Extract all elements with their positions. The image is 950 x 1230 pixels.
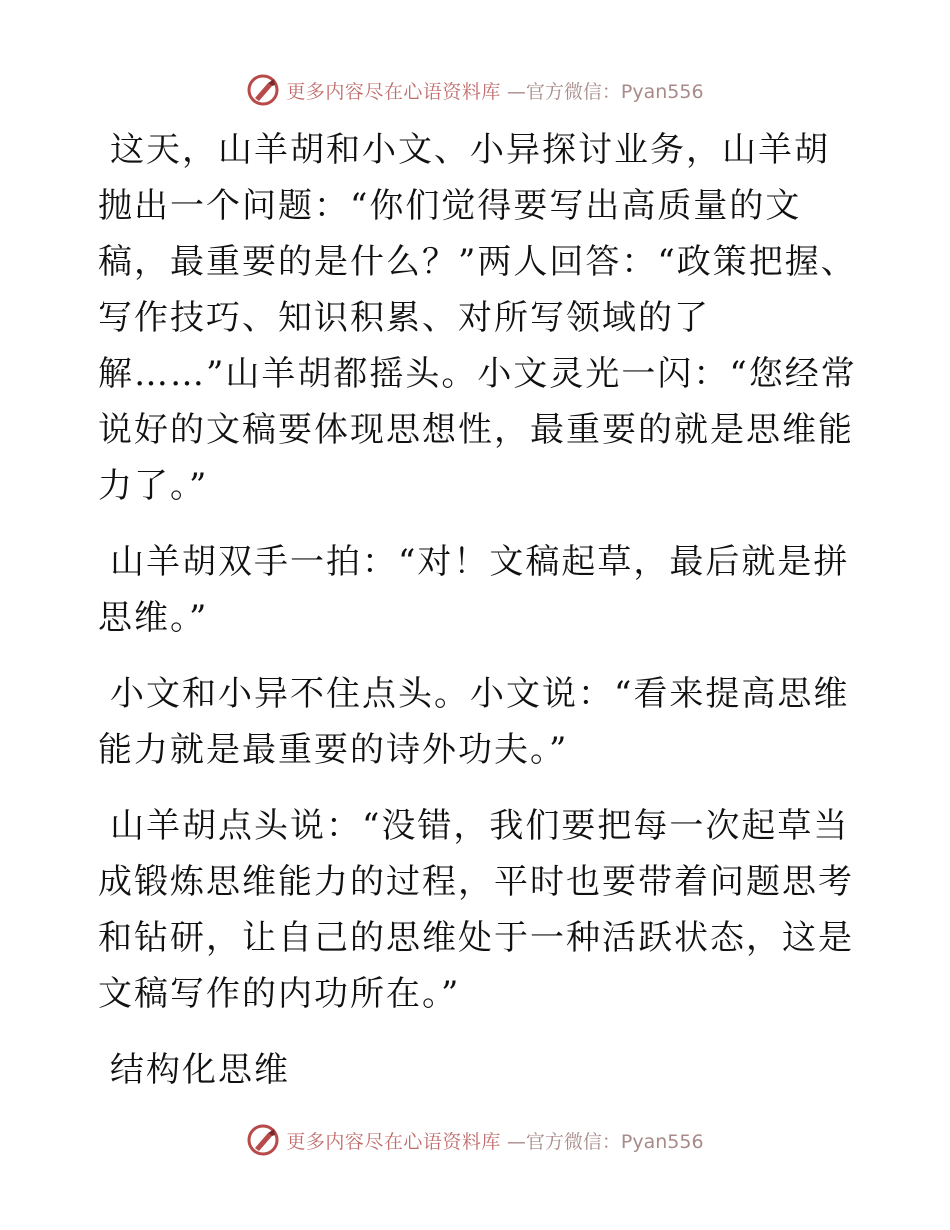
footer-banner-contact: —官方微信：Pyan556 [506, 1130, 704, 1153]
section-heading: 结构化思维 [110, 1050, 290, 1090]
pen-nib-logo-icon [246, 73, 280, 107]
header-banner-text: 更多内容尽在心语资料库 [286, 80, 501, 103]
pen-nib-logo-icon [246, 1123, 280, 1157]
paragraph-1: 这天，山羊胡和小文、小异探讨业务，山羊胡抛出一个问题：“你们觉得要写出高质量的文稿，最重要的是什么？”两人回答：“政策把握、写作技巧、知识积累、对所写领域的了解……”山羊胡都摇头。小文灵光一闪：“您经常说好的文稿要体现思想性，最重要的就是思维能力了。” [98, 130, 857, 506]
header-banner [0, 70, 950, 110]
footer-banner [0, 1120, 950, 1160]
document-body [98, 122, 858, 1098]
header-banner-contact: —官方微信：Pyan556 [506, 80, 704, 103]
paragraph-3: 小文和小异不住点头。小文说：“看来提高思维能力就是最重要的诗外功夫。” [98, 674, 850, 770]
footer-banner-text: 更多内容尽在心语资料库 [286, 1130, 501, 1153]
paragraph-4: 山羊胡点头说：“没错，我们要把每一次起草当成锻炼思维能力的过程，平时也要带着问题思考和钻研，让自己的思维处于一种活跃状态，这是文稿写作的内功所在。” [98, 806, 854, 1014]
paragraph-2: 山羊胡双手一拍：“对！文稿起草，最后就是拼思维。” [98, 542, 850, 638]
